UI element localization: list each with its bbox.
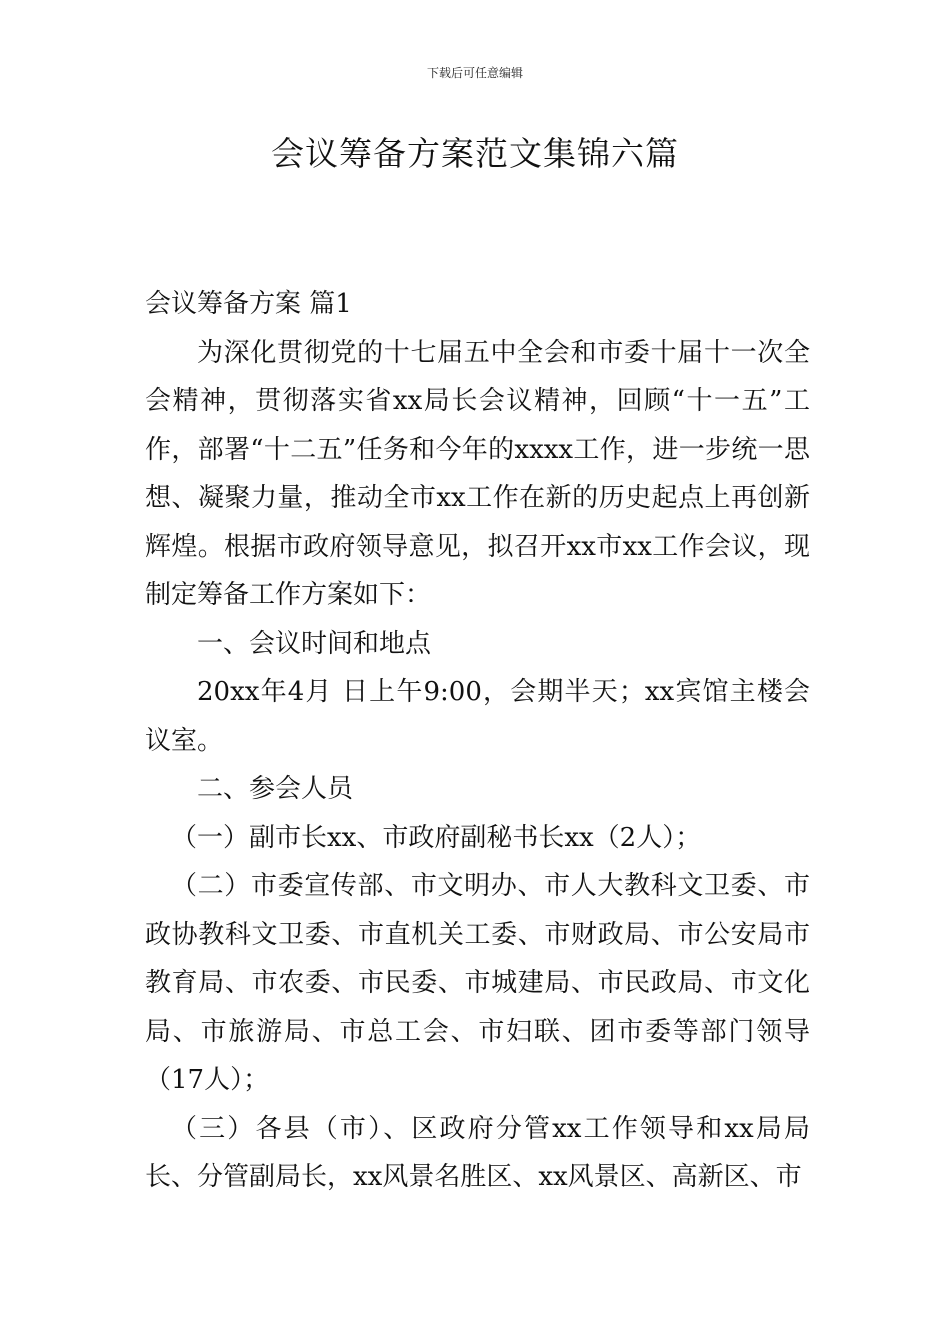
document-title: 会议筹备方案范文集锦六篇 xyxy=(271,134,679,173)
document-body xyxy=(145,280,810,1202)
heading-attendees: 二、参会人员 xyxy=(197,774,354,804)
heading-meeting-time-place: 一、会议时间和地点 xyxy=(197,628,432,659)
attendee-item-1: （一）副市长xx、市政府副秘书长xx（2人）； xyxy=(171,822,702,853)
section-heading: 会议筹备方案 篇1 xyxy=(145,289,352,319)
page-header-note: 下载后可任意编辑 xyxy=(426,66,523,80)
attendee-item-3: （三）各县（市）、区政府分管xx工作领导和xx局局长、分管副局长，xx风景名胜区、xx风景区、高新区、市 xyxy=(145,1113,810,1192)
meeting-time-paragraph: 20xx年4月 日上午9:00，会期半天；xx宾馆主楼会议室。 xyxy=(145,677,810,756)
attendee-item-2: （二）市委宣传部、市文明办、市人大教科文卫委、市政协教科文卫委、市直机关工委、市财政局、市公安局市教育局、市农委、市民委、市城建局、市民政局、市文化局、市旅游局、市总工会、市妇联、团市委等部门领导（17人）； xyxy=(145,871,810,1095)
intro-paragraph: 为深化贯彻党的十七届五中全会和市委十届十一次全会精神，贯彻落实省xx局长会议精神，回顾“十一五”工作，部署“十二五”任务和今年的xxxx工作，进一步统一思想、凝聚力量，推动全市xx工作在新的历史起点上再创新辉煌。根据市政府领导意见，拟召开xx市xx工作会议，现制定筹备工作方案如下： xyxy=(145,337,810,610)
